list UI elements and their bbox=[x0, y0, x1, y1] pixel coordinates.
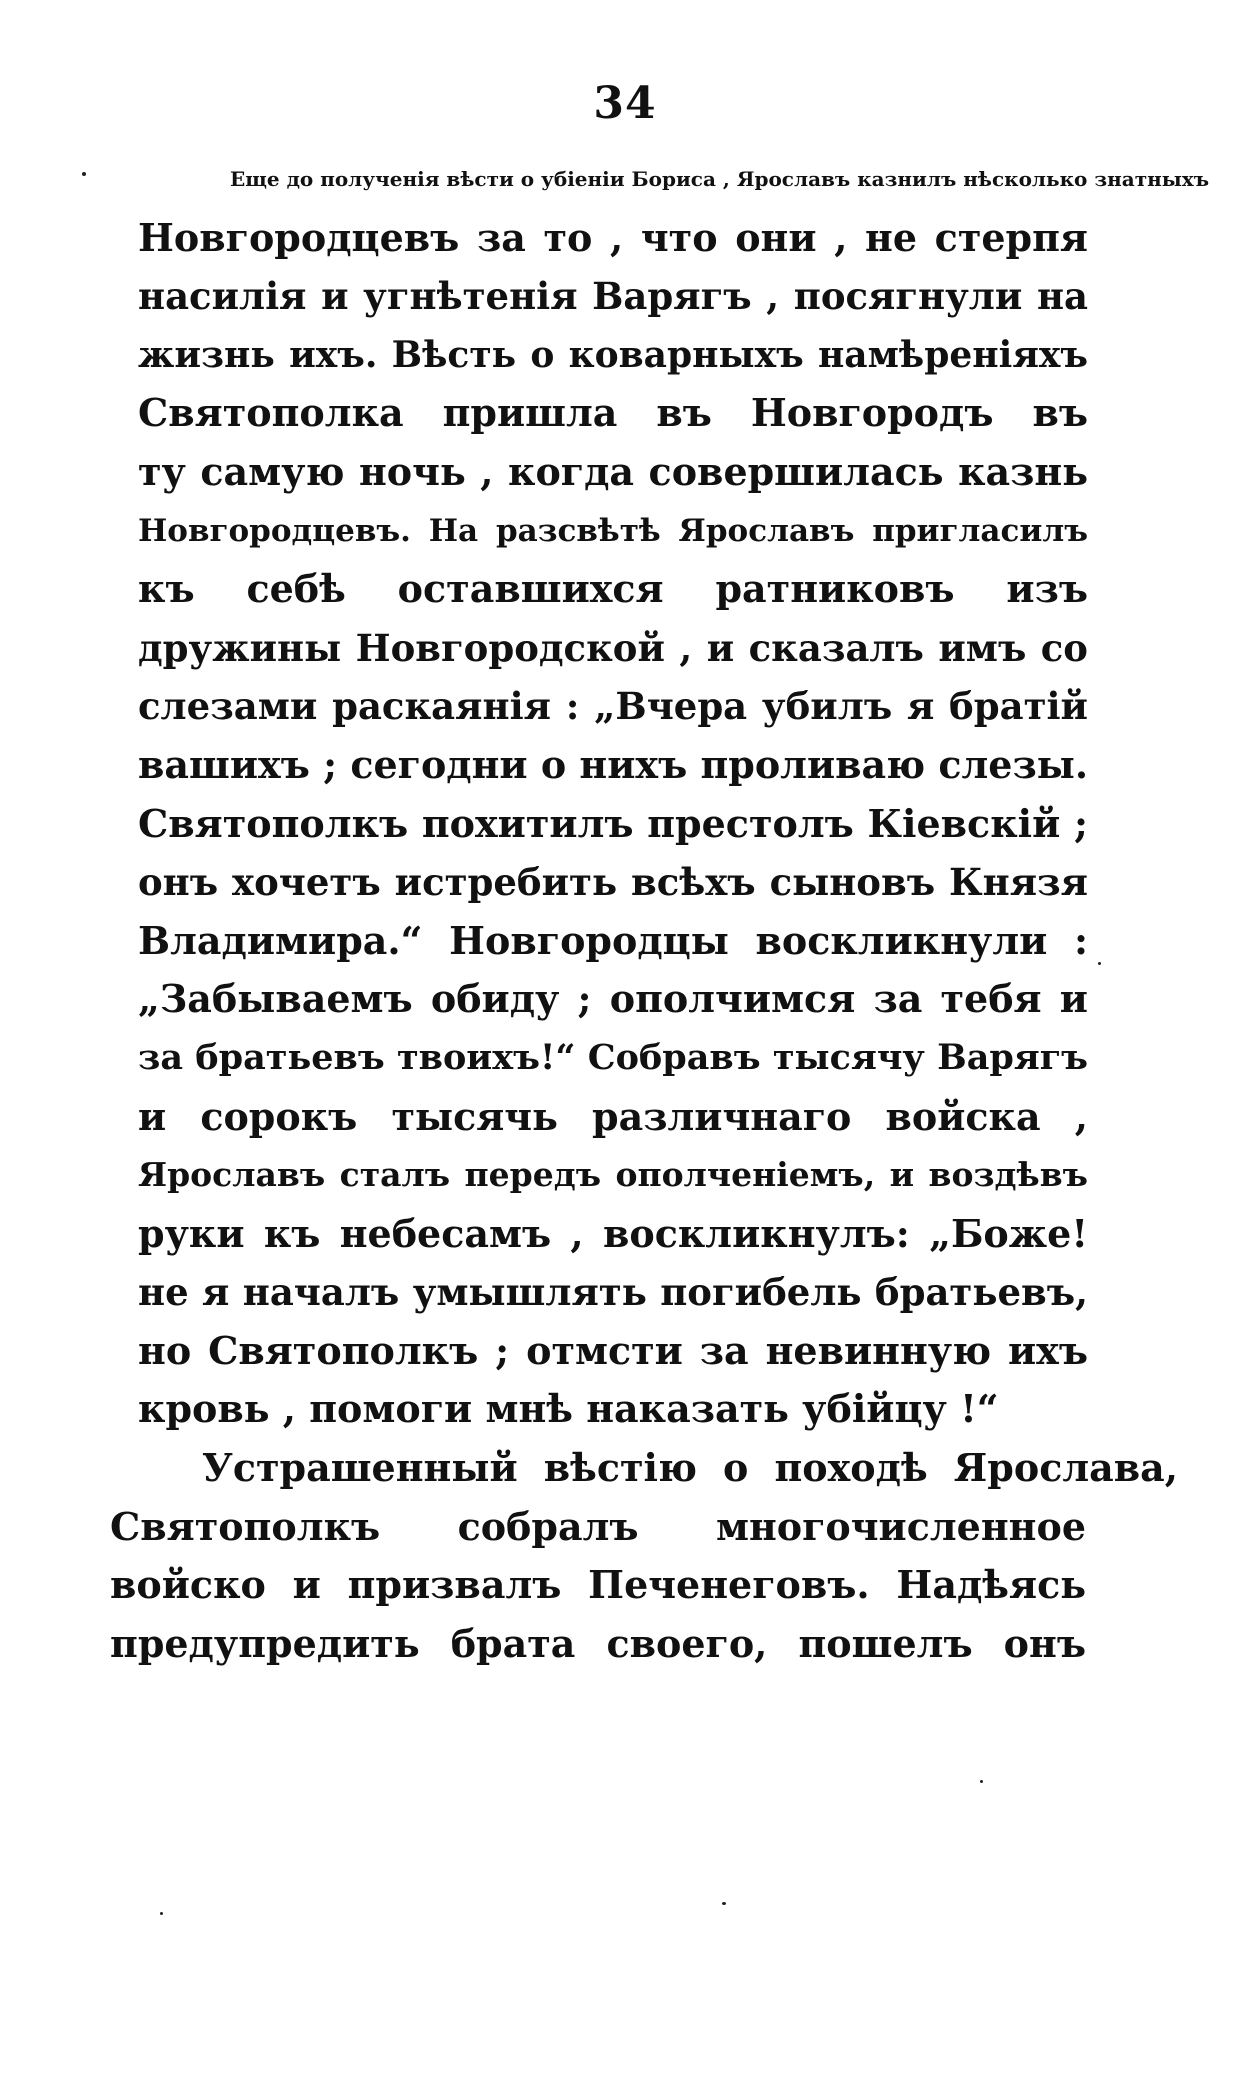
page-text bbox=[110, 150, 1210, 1673]
text-line: вашихъ ; сегодни о нихъ проливаю слезы. bbox=[138, 741, 1089, 787]
paragraph-1 bbox=[138, 150, 1210, 1439]
scan-speck bbox=[160, 1912, 163, 1915]
text-line: слезами раскаянія : „Вчера убилъ я братій bbox=[138, 684, 1088, 729]
text-line: Новгородцевъ. На разсвѣтѣ Ярославъ пригласилъ bbox=[138, 512, 1088, 549]
scan-speck bbox=[980, 1780, 983, 1783]
text-line: и сорокъ тысячь различнаго войска , bbox=[138, 1093, 1088, 1139]
scan-speck bbox=[722, 1902, 726, 1905]
text-line: Устрашенный вѣстію о походѣ Ярослава, bbox=[202, 1445, 1178, 1491]
paragraph-2 bbox=[110, 1439, 1178, 1673]
scan-speck bbox=[82, 172, 86, 176]
text-line: Ярославъ сталъ передъ ополченіемъ, и воздѣвъ bbox=[138, 1155, 1088, 1195]
scan-speck bbox=[1098, 962, 1101, 965]
text-line: предупредить брата своего, пошелъ онъ bbox=[110, 1620, 1086, 1666]
text-line: не я началъ умышлять погибель братьевъ, bbox=[138, 1270, 1088, 1315]
text-line: дружины Новгородской , и сказалъ имъ со bbox=[138, 625, 1088, 670]
text-line: войско и призвалъ Печенеговъ. Надѣясь bbox=[110, 1562, 1086, 1608]
page-number: 34 bbox=[593, 78, 657, 129]
text-line: Святополкъ собралъ многочисленное bbox=[110, 1503, 1086, 1549]
text-line: кровь , помоги мнѣ наказать убійцу !“ bbox=[138, 1386, 999, 1432]
text-line: Святополкъ похитилъ престолъ Кіевскій ; bbox=[138, 800, 1088, 846]
text-line: ту самую ночь , когда совершилась казнь bbox=[138, 448, 1088, 494]
text-line: Новгородцевъ за то , что они , не стерпя bbox=[138, 214, 1088, 260]
text-line: онъ хочетъ истребить всѣхъ сыновъ Князя bbox=[138, 860, 1088, 905]
text-line: „Забываемъ обиду ; ополчимся за тебя и bbox=[138, 976, 1088, 1022]
text-line: Владимира.“ Новгородцы воскликнули : bbox=[138, 917, 1088, 963]
text-line: руки къ небесамъ , воскликнулъ: „Боже! bbox=[138, 1210, 1088, 1256]
text-line: но Святополкъ ; отмсти за невинную ихъ bbox=[138, 1327, 1088, 1373]
text-line: насилія и угнѣтенія Варягъ , посягнули на bbox=[138, 274, 1088, 319]
text-line: жизнь ихъ. Вѣсть о коварныхъ намѣреніяхъ bbox=[138, 333, 1088, 376]
text-line: за братьевъ твоихъ!“ Собравъ тысячу Варягъ bbox=[138, 1036, 1088, 1078]
text-line: Святополка пришла въ Новгородъ въ bbox=[138, 390, 1088, 436]
text-line: Еще до полученія вѣсти о убіеніи Бориса , Ярославъ казнилъ нѣсколько знатныхъ bbox=[230, 167, 1210, 191]
text-line: къ себѣ оставшихся ратниковъ изъ bbox=[138, 566, 1088, 612]
